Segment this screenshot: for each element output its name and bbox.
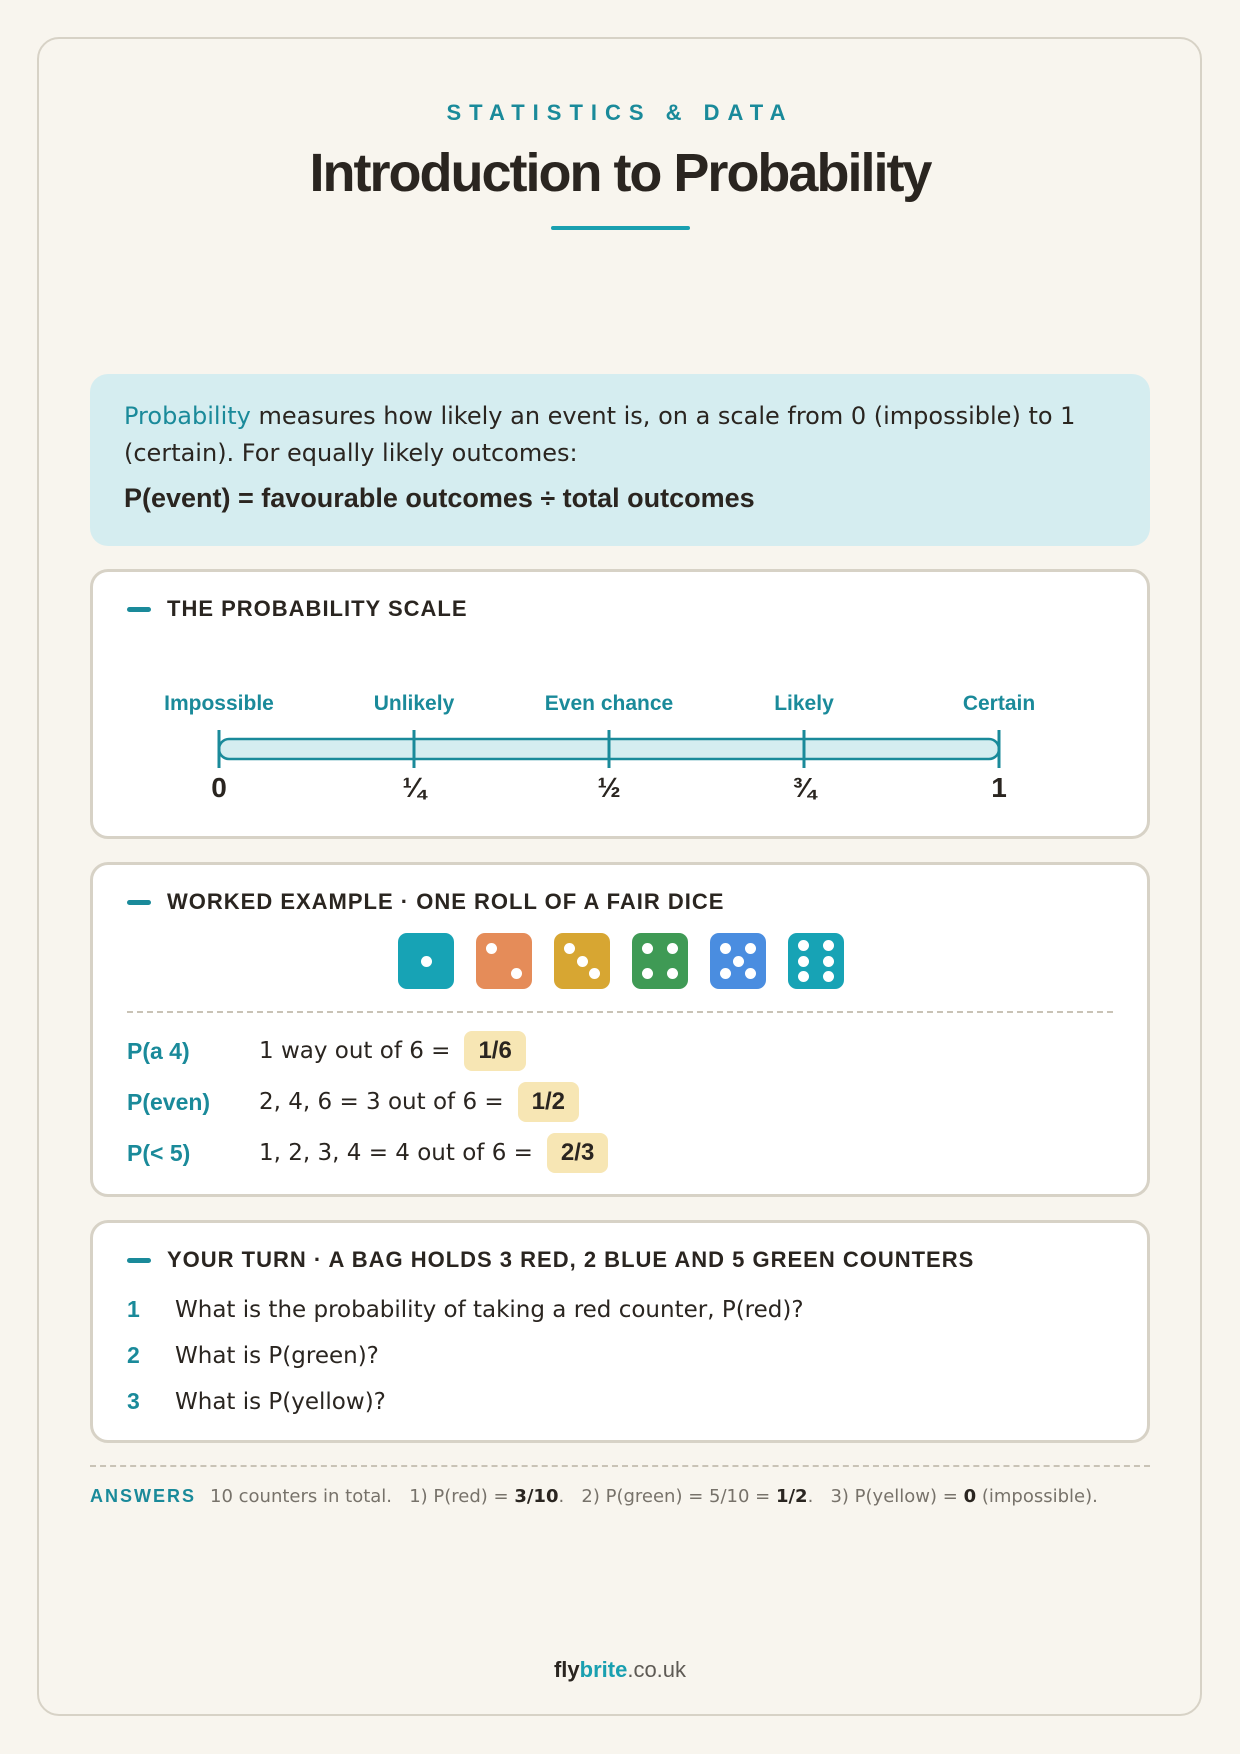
die-face-3-icon [554,933,610,989]
subject-kicker: STATISTICS & DATA [446,100,794,125]
answers-label: ANSWERS [90,1486,197,1506]
die-face-1-icon [398,933,454,989]
probability-scale-card [90,569,1150,839]
question-text: What is P(yellow)? [175,1388,386,1415]
die-pip [589,968,600,979]
definition-body: measures how likely an event is, on a scale from 0 (impossible) to 1 (certain). For equally likely outcomes: [124,402,1076,467]
die-pip [720,943,731,954]
scale-value-three-quarter: ¾ [792,772,816,803]
die-face-2-icon [476,933,532,989]
scale-label-certain: Certain [962,692,1036,715]
answer-1-suffix: . [558,1486,565,1507]
question-item [127,1296,804,1323]
scale-value-1: 1 [991,772,1007,803]
die-face-5-icon [710,933,766,989]
example-row [127,1080,579,1124]
die-pip [798,940,809,951]
question-text: What is the probability of taking a red counter, P(red)? [175,1296,804,1323]
question-item [127,1388,386,1415]
answer-3-suffix: (impossible). [976,1486,1098,1507]
die-pip [577,956,588,967]
die-pip [642,968,653,979]
example-row [127,1131,608,1175]
die-pip [798,956,809,967]
worked-example-card [90,862,1150,1197]
die-pip [486,943,497,954]
answer-1-prefix: 1) P(red) = [409,1486,515,1507]
answer-2-value: 1/2 [775,1486,808,1507]
answer-2-prefix: 2) P(green) = 5/10 = [581,1486,776,1507]
definition-text [124,398,1116,472]
die-pip [823,940,834,951]
die-pip [745,943,756,954]
answer-2-suffix: . [807,1486,814,1507]
die-pip [745,968,756,979]
card-title: YOUR TURN · A BAG HOLDS 3 RED, 2 BLUE AND 5 GREEN COUNTERS [167,1247,975,1272]
brand-domain: .co.uk [627,1657,687,1682]
scale-label-impossible: Impossible [164,692,274,715]
page-title: Introduction to Probability [309,143,931,203]
header-dash-icon [127,900,151,905]
die-pip [667,968,678,979]
question-item [127,1342,379,1369]
scale-label-even-chance: Even chance [544,692,674,715]
definition-term: Probability [124,402,251,430]
die-pip [667,943,678,954]
answer-1-value: 3/10 [514,1486,559,1507]
card-title: WORKED EXAMPLE · ONE ROLL OF A FAIR DICE [167,889,725,914]
example-row [127,1029,526,1073]
die-pip [823,956,834,967]
question-number: 1 [127,1296,140,1322]
example-answer: 1/2 [518,1082,579,1122]
die-pip [733,956,744,967]
die-pip [823,971,834,982]
die-pip [511,968,522,979]
die-face-4-icon [632,933,688,989]
question-number: 3 [127,1388,140,1414]
die-pip [421,956,432,967]
scale-value-0: 0 [211,772,227,803]
your-turn-card [90,1220,1150,1443]
example-working: 2, 4, 6 = 3 out of 6 = [259,1089,504,1115]
footer-brand[interactable] [0,1657,1240,1683]
example-working: 1 way out of 6 = [259,1038,451,1064]
scale-value-quarter: ¼ [402,772,426,803]
example-label: P(even) [127,1088,211,1115]
answers-line [90,1486,1150,1507]
dice-row [398,933,866,989]
example-label: P(< 5) [127,1139,191,1166]
title-underline [551,226,690,230]
scale-value-half: ½ [597,772,621,803]
card-title: THE PROBABILITY SCALE [167,596,468,621]
example-working: 1, 2, 3, 4 = 4 out of 6 = [259,1140,533,1166]
header-dash-icon [127,1258,151,1263]
die-pip [720,968,731,979]
dashed-divider [127,1011,1113,1013]
brand-fly: fly [553,1657,580,1682]
card-header [127,889,724,915]
die-face-6-icon [788,933,844,989]
question-number: 2 [127,1342,140,1368]
scale-label-unlikely: Unlikely [373,692,455,715]
definition-box [90,374,1150,546]
answer-3-value: 0 [963,1486,977,1507]
scale-label-likely: Likely [774,692,834,715]
die-pip [564,943,575,954]
brand-brite: brite [579,1657,628,1682]
die-pip [798,971,809,982]
example-answer: 2/3 [547,1133,608,1173]
die-pip [642,943,653,954]
answer-3-prefix: 3) P(yellow) = [830,1486,964,1507]
example-label: P(a 4) [127,1037,190,1064]
answers-divider [90,1465,1150,1467]
probability-formula: P(event) = favourable outcomes ÷ total outcomes [124,483,755,513]
example-answer: 1/6 [464,1031,525,1071]
answers-intro: 10 counters in total. [210,1486,393,1507]
card-header [127,1247,974,1273]
question-text: What is P(green)? [175,1342,379,1369]
